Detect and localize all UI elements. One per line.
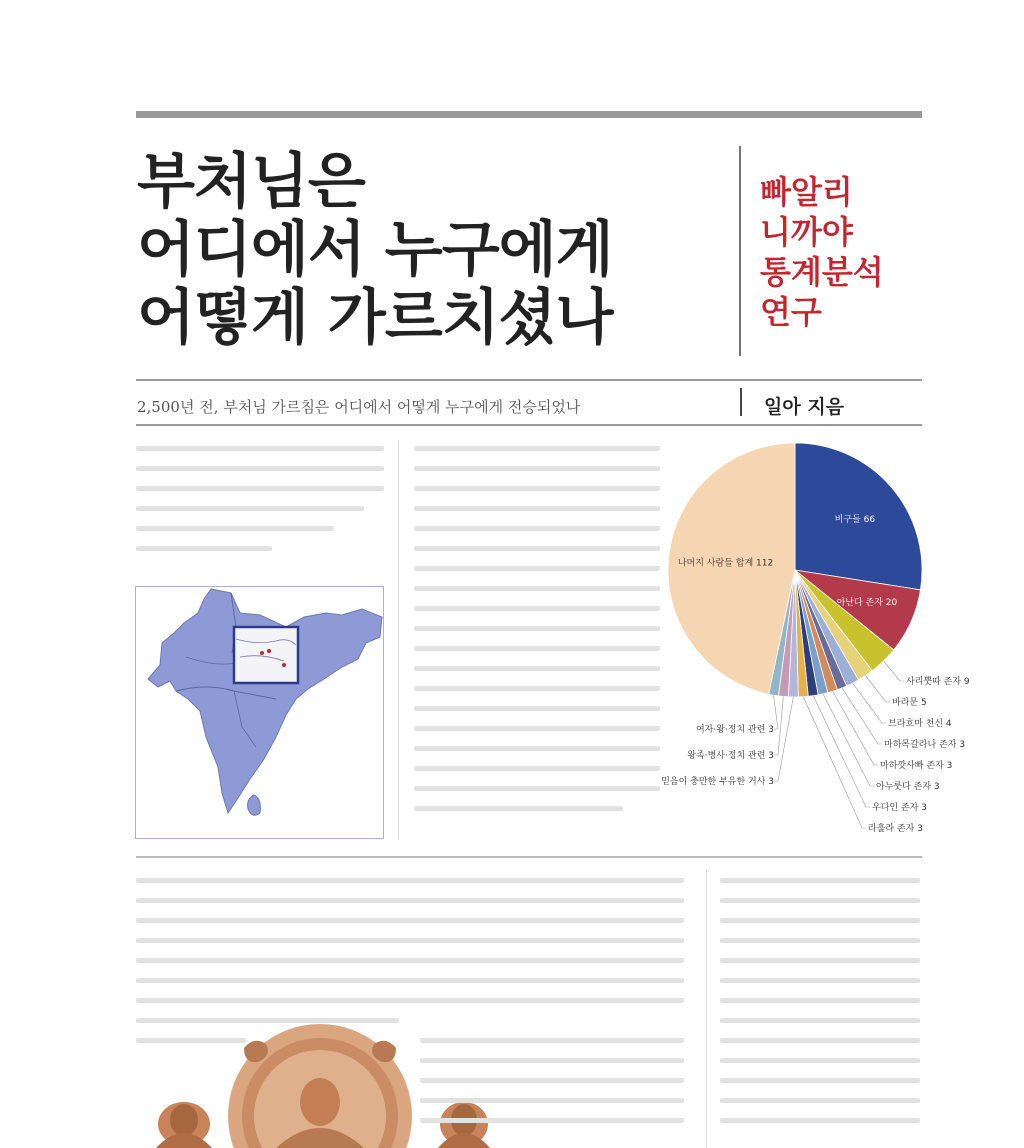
title-divider xyxy=(739,146,741,356)
pie-leader-line xyxy=(774,696,783,755)
pie-label: 왕족·병사·정치 관련 3 xyxy=(687,751,774,761)
pie-leader-line xyxy=(833,691,878,765)
book-title xyxy=(137,148,737,352)
pie-leader-line xyxy=(866,676,890,702)
pie-label: 나머지 사람들 합계 112 xyxy=(677,558,774,569)
india-map-graphic xyxy=(136,587,383,838)
text-column-lower-right xyxy=(720,878,920,1138)
pie-label: 브라흐마 천신 4 xyxy=(888,719,952,729)
subtitle-line: 빠알리 xyxy=(760,173,853,211)
pie-label: 여자·왕·정치 관련 3 xyxy=(695,725,774,735)
tagline: 2,500년 전, 부처님 가르침은 어디에서 어떻게 누구에게 전승되었나 xyxy=(137,398,581,416)
pie-label: 라훌라 존자 3 xyxy=(868,824,923,834)
pie-label: 비구들 66 xyxy=(834,514,876,525)
subtitle-line: 통계분석 xyxy=(760,253,884,291)
subtitle-line: 연구 xyxy=(760,293,822,331)
band-rule-bottom xyxy=(136,424,922,426)
pie-label: 바라문 5 xyxy=(892,698,927,708)
pie-leader-line xyxy=(773,695,778,729)
author-divider xyxy=(740,388,742,416)
column-divider xyxy=(398,440,399,840)
top-rule xyxy=(136,111,922,118)
pie-label: 아난다 존자 20 xyxy=(836,598,898,609)
title-line: 어떻게 가르치셨나 xyxy=(137,283,613,353)
pie-label: 마하깟사빠 존자 3 xyxy=(880,761,953,771)
pie-leader-line xyxy=(774,697,793,781)
pie-label: 사리뿟따 존자 9 xyxy=(906,677,970,687)
pie-chart xyxy=(640,440,970,840)
pie-label: 믿음이 충만한 부유한 거사 3 xyxy=(661,777,774,787)
pie-leader-line xyxy=(823,694,874,786)
pie-leader-line xyxy=(813,696,870,807)
india-map xyxy=(135,586,384,839)
band-rule-top xyxy=(136,379,922,381)
lower-column-divider xyxy=(706,870,707,1148)
lower-rule xyxy=(136,856,922,858)
pie-label: 우다인 존자 3 xyxy=(872,803,927,813)
book-subtitle xyxy=(760,172,910,332)
title-line: 어디에서 누구에게 xyxy=(137,215,613,285)
text-column-middle xyxy=(414,446,660,826)
pie-label: 아누룻다 존자 3 xyxy=(876,782,940,792)
pie-label: 마하목갈라나 존자 3 xyxy=(884,740,966,750)
title-line: 부처님은 xyxy=(137,147,365,217)
author: 일아 지음 xyxy=(764,396,845,418)
text-column-lower-middle xyxy=(420,1038,684,1138)
pie-leader-line xyxy=(853,683,886,723)
pie-leader-line xyxy=(884,661,904,681)
text-column-left-top xyxy=(136,446,384,566)
subtitle-line: 니까야 xyxy=(760,213,853,251)
